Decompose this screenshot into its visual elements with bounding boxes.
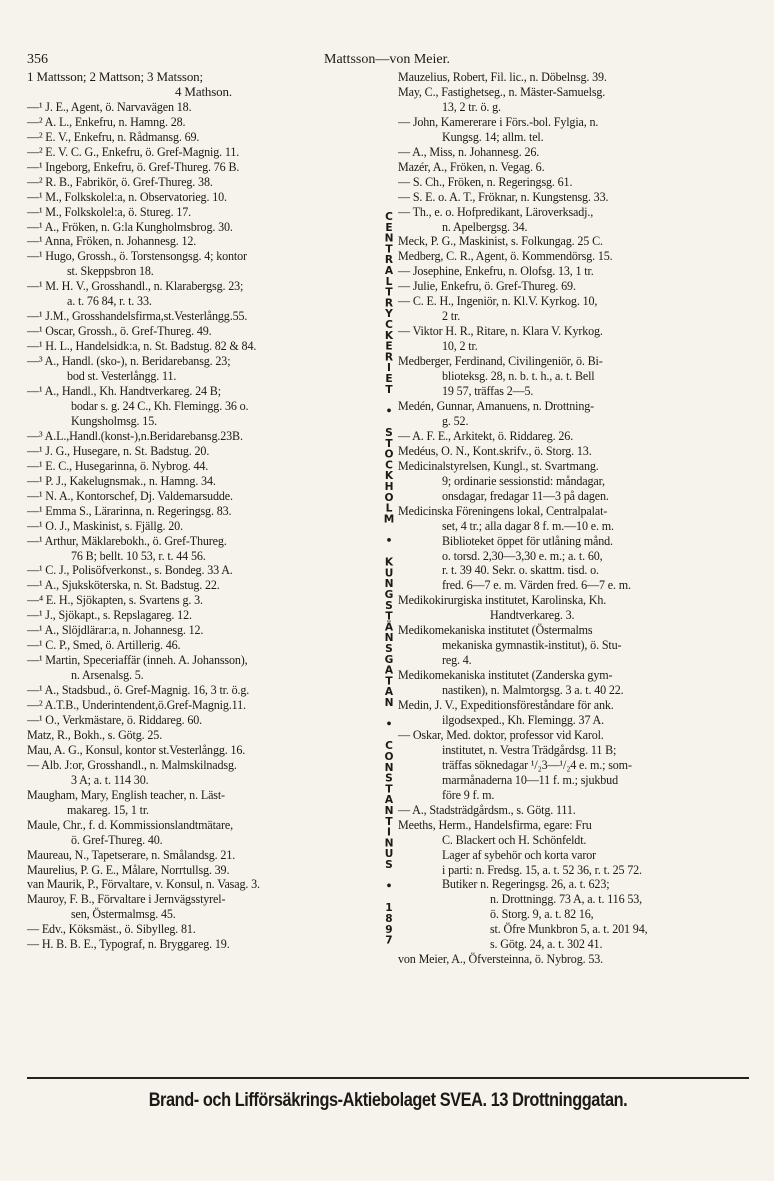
right-entry: i parti: n. Fredsg. 15, a. t. 52 36, r. t. 25 72. — [442, 862, 642, 877]
left-entry: — Edv., Köksmäst., ö. Sibylleg. 81. — [27, 922, 196, 937]
right-entry: träffas söknedagar ¹/₂3—¹/₂4 e. m.; som- — [442, 757, 632, 772]
right-column — [398, 70, 750, 967]
right-entry: 19 57, träffas 2—5. — [442, 384, 534, 399]
left-entry: —¹ Anna, Fröken, n. Johannesg. 12. — [27, 234, 197, 249]
right-entry: institutet, n. Vestra Trädgårdsg. 11 B; — [442, 742, 617, 757]
right-entry: ö. Storg. 9, a. t. 82 16, — [490, 907, 594, 922]
left-entry: 3 A; a. t. 114 30. — [71, 772, 149, 787]
right-entry: Butiker n. Regeringsg. 26, a. t. 623; — [442, 877, 610, 892]
right-entry: blioteksg. 28, n. b. t. h., a. t. Bell — [442, 369, 595, 384]
right-entry: — John, Kamererare i Förs.-bol. Fylgia, n. — [398, 114, 599, 129]
right-entry: st. Öfre Munkbron 5, a. t. 201 94, — [490, 922, 648, 937]
side-advert-strip — [379, 88, 398, 1068]
left-entry: 4 Mathson. — [174, 84, 232, 99]
right-entry: före 9 f. m. — [442, 787, 495, 802]
left-entry: —¹ N. A., Kontorschef, Dj. Valdemarsudde. — [27, 488, 233, 503]
right-entry: 10, 2 tr. — [442, 339, 478, 354]
right-entry: Medikomekaniska institutet (Östermalms — [398, 623, 593, 638]
left-entry: —¹ O. J., Maskinist, s. Fjällg. 20. — [27, 518, 183, 533]
left-entry: —¹ H. L., Handelsidk:a, n. St. Badstug. 82 & 84. — [27, 339, 257, 354]
right-entry: set, 4 tr.; alla dagar 8 f. m.—10 e. m. — [442, 518, 614, 533]
left-entry: —¹ A., Stadsbud., ö. Gref-Magnig. 16, 3 tr. ö.g. — [27, 683, 250, 698]
right-entry: 13, 2 tr. ö. g. — [442, 99, 501, 114]
left-entry: —⁴ E. H., Sjökapten, s. Svartens g. 3. — [27, 593, 203, 608]
left-column — [27, 70, 380, 952]
right-entry: mekaniska gymnastik-institut), ö. Stu- — [442, 638, 622, 653]
left-entry: makareg. 15, 1 tr. — [67, 802, 149, 817]
right-entry: Medikokirurgiska institutet, Karolinska, Kh. — [398, 593, 607, 608]
left-entry: —¹ J. E., Agent, ö. Narvavägen 18. — [27, 99, 192, 114]
left-entry: —¹ C. J., Polisöfverkonst., s. Bondeg. 33 A. — [27, 563, 233, 578]
right-entry: Medikomekaniska institutet (Zanderska gym- — [398, 668, 613, 683]
left-entry: —¹ O., Verkmästare, ö. Riddareg. 60. — [27, 712, 203, 727]
right-entry: — Oskar, Med. doktor, professor vid Karol. — [398, 727, 604, 742]
right-entry: Meeths, Herm., Handelsfirma, egare: Fru — [398, 817, 592, 832]
left-entry: —¹ E. C., Husegarinna, ö. Nybrog. 44. — [27, 458, 209, 473]
left-entry: —¹ Hugo, Grossh., ö. Torstensongsg. 4; kontor — [27, 249, 247, 264]
left-entry: —² A. L., Enkefru, n. Hamng. 28. — [27, 114, 186, 129]
right-entry: Medicinalstyrelsen, Kungl., st. Svartmang. — [398, 458, 599, 473]
right-entry: C. Blackert och H. Schönfeldt. — [442, 832, 587, 847]
left-entry: —¹ M., Folkskolel:a, ö. Stureg. 17. — [27, 204, 191, 219]
left-entry: 76 B; bellt. 10 53, r. t. 44 56. — [71, 548, 206, 563]
right-entry: Medicinska Föreningens lokal, Centralpalat- — [398, 503, 608, 518]
right-entry: — S. E. o. A. T., Fröknar, n. Kungstensg. 33. — [398, 189, 609, 204]
right-entry: Mazér, A., Fröken, n. Vegag. 6. — [398, 159, 545, 174]
footer-advert: Brand- och Lifförsäkrings-Aktiebolaget SVEA. 13 Drottninggatan. — [148, 1090, 628, 1111]
right-entry: — C. E. H., Ingeniör, n. Kl.V. Kyrkog. 10, — [398, 294, 598, 309]
left-entry: —¹ J.M., Grosshandelsfirma,st.Vesterlångg.55. — [27, 309, 248, 324]
right-entry: 9; ordinarie sessionstid: måndagar, — [442, 473, 605, 488]
left-entry: bod st. Vesterlångg. 11. — [67, 369, 177, 384]
running-head: Mattsson—von Meier. — [324, 52, 450, 67]
left-entry: —³ A.L.,Handl.(konst-),n.Beridarebansg.23B. — [27, 428, 243, 443]
left-entry: a. t. 76 84, r. t. 33. — [67, 294, 152, 309]
left-entry: —¹ Oscar, Grossh., ö. Gref-Thureg. 49. — [27, 324, 212, 339]
left-entry: —¹ Martin, Speceriaffär (inneh. A. Johansson), — [27, 653, 248, 668]
right-entry: Medéus, O. N., Kont.skrifv., ö. Storg. 13. — [398, 443, 592, 458]
left-entry: bodar s. g. 24 C., Kh. Flemingg. 36 o. — [71, 398, 249, 413]
footer-rule — [27, 1077, 749, 1079]
right-entry: n. Apelbergsg. 34. — [442, 219, 528, 234]
right-entry: Medin, J. V., Expeditionsföreståndare för ank. — [398, 698, 614, 713]
left-entry: n. Arsenalsg. 5. — [71, 668, 144, 683]
right-entry: s. Götg. 24, a. t. 302 41. — [490, 937, 603, 952]
right-entry: o. torsd. 2,30—3,30 e. m.; a. t. 60, — [442, 548, 603, 563]
right-entry: Handtverkareg. 3. — [490, 608, 575, 623]
left-entry: —¹ M. H. V., Grosshandl., n. Klarabergsg. 23; — [27, 279, 244, 294]
left-entry: Kungsholmsg. 15. — [71, 413, 157, 428]
right-entry: Biblioteket öppet för utlåning månd. — [442, 533, 613, 548]
left-entry: sen, Östermalmsg. 45. — [71, 907, 176, 922]
left-entry: Matz, R., Bokh., s. Götg. 25. — [27, 727, 163, 742]
side-advert-text: CENTRALTRYCKERIET • STOCKHOLM • KUNGSTÄNSGATAN • CONSTANTINUS • 1897 — [383, 210, 395, 946]
right-entry: — S. Ch., Fröken, n. Regeringsg. 61. — [398, 174, 573, 189]
left-entry: Maugham, Mary, English teacher, n. Läst- — [27, 787, 225, 802]
left-entry: Maule, Chr., f. d. Kommissionslandtmätare, — [27, 817, 233, 832]
right-entry: n. Drottningg. 73 A, a. t. 116 53, — [490, 892, 643, 907]
right-entry: — Julie, Enkefru, ö. Gref-Thureg. 69. — [398, 279, 576, 294]
left-entry: Maurelius, P. G. E., Målare, Norrtullsg. 39. — [27, 862, 230, 877]
left-entry: — Alb. J:or, Grosshandl., n. Malmskilnadsg. — [27, 757, 237, 772]
right-entry: — Viktor H. R., Ritare, n. Klara V. Kyrkog. — [398, 324, 603, 339]
right-entry: reg. 4. — [442, 653, 472, 668]
left-entry: ö. Gref-Thureg. 40. — [71, 832, 163, 847]
right-entry: — A. F. E., Arkitekt, ö. Riddareg. 26. — [398, 428, 574, 443]
right-entry: g. 52. — [442, 413, 469, 428]
left-entry: —¹ A., Handl., Kh. Handtverkareg. 24 B; — [27, 384, 221, 399]
right-entry: Meck, P. G., Maskinist, s. Folkungag. 25 C. — [398, 234, 603, 249]
left-entry: — H. B. B. E., Typograf, n. Bryggareg. 19. — [27, 937, 230, 952]
left-entry: —² R. B., Fabrikör, ö. Gref-Thureg. 38. — [27, 174, 213, 189]
left-entry: —² E. V., Enkefru, n. Rådmansg. 69. — [27, 129, 200, 144]
right-entry: Kungsg. 14; allm. tel. — [442, 129, 544, 144]
left-entry: —² E. V. C. G., Enkefru, ö. Gref-Magnig. 11. — [27, 144, 240, 159]
left-entry: van Maurik, P., Förvaltare, v. Konsul, n. Vasag. 3. — [27, 877, 260, 892]
left-entry: Maureau, N., Tapetserare, n. Smålandsg. 21. — [27, 847, 236, 862]
left-entry: —³ A., Handl. (sko-), n. Beridarebansg. 23; — [27, 354, 231, 369]
left-entry: —² A.T.B., Underintendent,ö.Gref-Magnig.11. — [27, 698, 246, 713]
right-entry: marmånaderna 10—11 f. m.; sjukbud — [442, 772, 618, 787]
right-entry: von Meier, A., Öfversteinna, ö. Nybrog. 53. — [398, 952, 604, 967]
right-entry: May, C., Fastighetseg., n. Mäster-Samuelsg. — [398, 84, 606, 99]
left-entry: Mau, A. G., Konsul, kontor st.Vesterlångg. 16. — [27, 742, 246, 757]
right-entry: — Josephine, Enkefru, n. Olofsg. 13, 1 tr. — [398, 264, 594, 279]
left-entry: —¹ J., Sjökapt., s. Repslagareg. 12. — [27, 608, 192, 623]
left-entry: Mauroy, F. B., Förvaltare i Jernvägsstyrel- — [27, 892, 226, 907]
left-entry: —¹ Arthur, Mäklarebokh., ö. Gref-Thureg. — [27, 533, 227, 548]
left-entry: —¹ Emma S., Lärarinna, n. Regeringsg. 83. — [27, 503, 232, 518]
right-entry: Lager af sybehör och korta varor — [442, 847, 597, 862]
right-entry: onsdagar, fredagar 11—3 på dagen. — [442, 488, 609, 503]
left-entry: —¹ M., Folkskolel:a, n. Observatorieg. 10. — [27, 189, 227, 204]
right-entry: Mauzelius, Robert, Fil. lic., n. Döbelnsg. 39. — [398, 70, 607, 84]
right-entry: 2 tr. — [442, 309, 461, 324]
right-entry: nastiken), n. Malmtorgsg. 3 a. t. 40 22. — [442, 683, 624, 698]
right-entry: — A., Stadsträdgårdsm., s. Götg. 111. — [398, 802, 576, 817]
right-entry: ilgodsexped., Kh. Flemingg. 37 A. — [442, 712, 605, 727]
right-entry: Medberg, C. R., Agent, ö. Kommendörsg. 15. — [398, 249, 613, 264]
left-entry: —¹ A., Sjuksköterska, n. St. Badstug. 22. — [27, 578, 220, 593]
page-number: 356 — [27, 52, 48, 67]
left-entry: —¹ A., Slöjdlärar:a, n. Johannesg. 12. — [27, 623, 204, 638]
left-entry: —¹ Ingeborg, Enkefru, ö. Gref-Thureg. 76 B. — [27, 159, 240, 174]
right-entry: fred. 6—7 e. m. Värden fred. 6—7 e. m. — [442, 578, 631, 593]
left-entry: —¹ J. G., Husegare, n. St. Badstug. 20. — [27, 443, 210, 458]
right-entry: — Th., e. o. Hofpredikant, Läroverksadj., — [398, 204, 594, 219]
left-entry: 1 Mattsson; 2 Mattson; 3 Matsson; — [27, 70, 203, 84]
left-entry: —¹ C. P., Smed, ö. Artillerig. 46. — [27, 638, 181, 653]
right-entry: Medén, Gunnar, Amanuens, n. Drottning- — [398, 398, 595, 413]
right-entry: r. t. 39 40. Sekr. o. skattm. tisd. o. — [442, 563, 599, 578]
right-entry: — A., Miss, n. Johannesg. 26. — [398, 144, 540, 159]
right-entry: Medberger, Ferdinand, Civilingeniör, ö. Bi- — [398, 354, 603, 369]
left-entry: —¹ A., Fröken, n. G:la Kungholmsbrog. 30. — [27, 219, 233, 234]
left-entry: —¹ P. J., Kakelugnsmak., n. Hamng. 34. — [27, 473, 216, 488]
left-entry: st. Skeppsbron 18. — [67, 264, 154, 279]
